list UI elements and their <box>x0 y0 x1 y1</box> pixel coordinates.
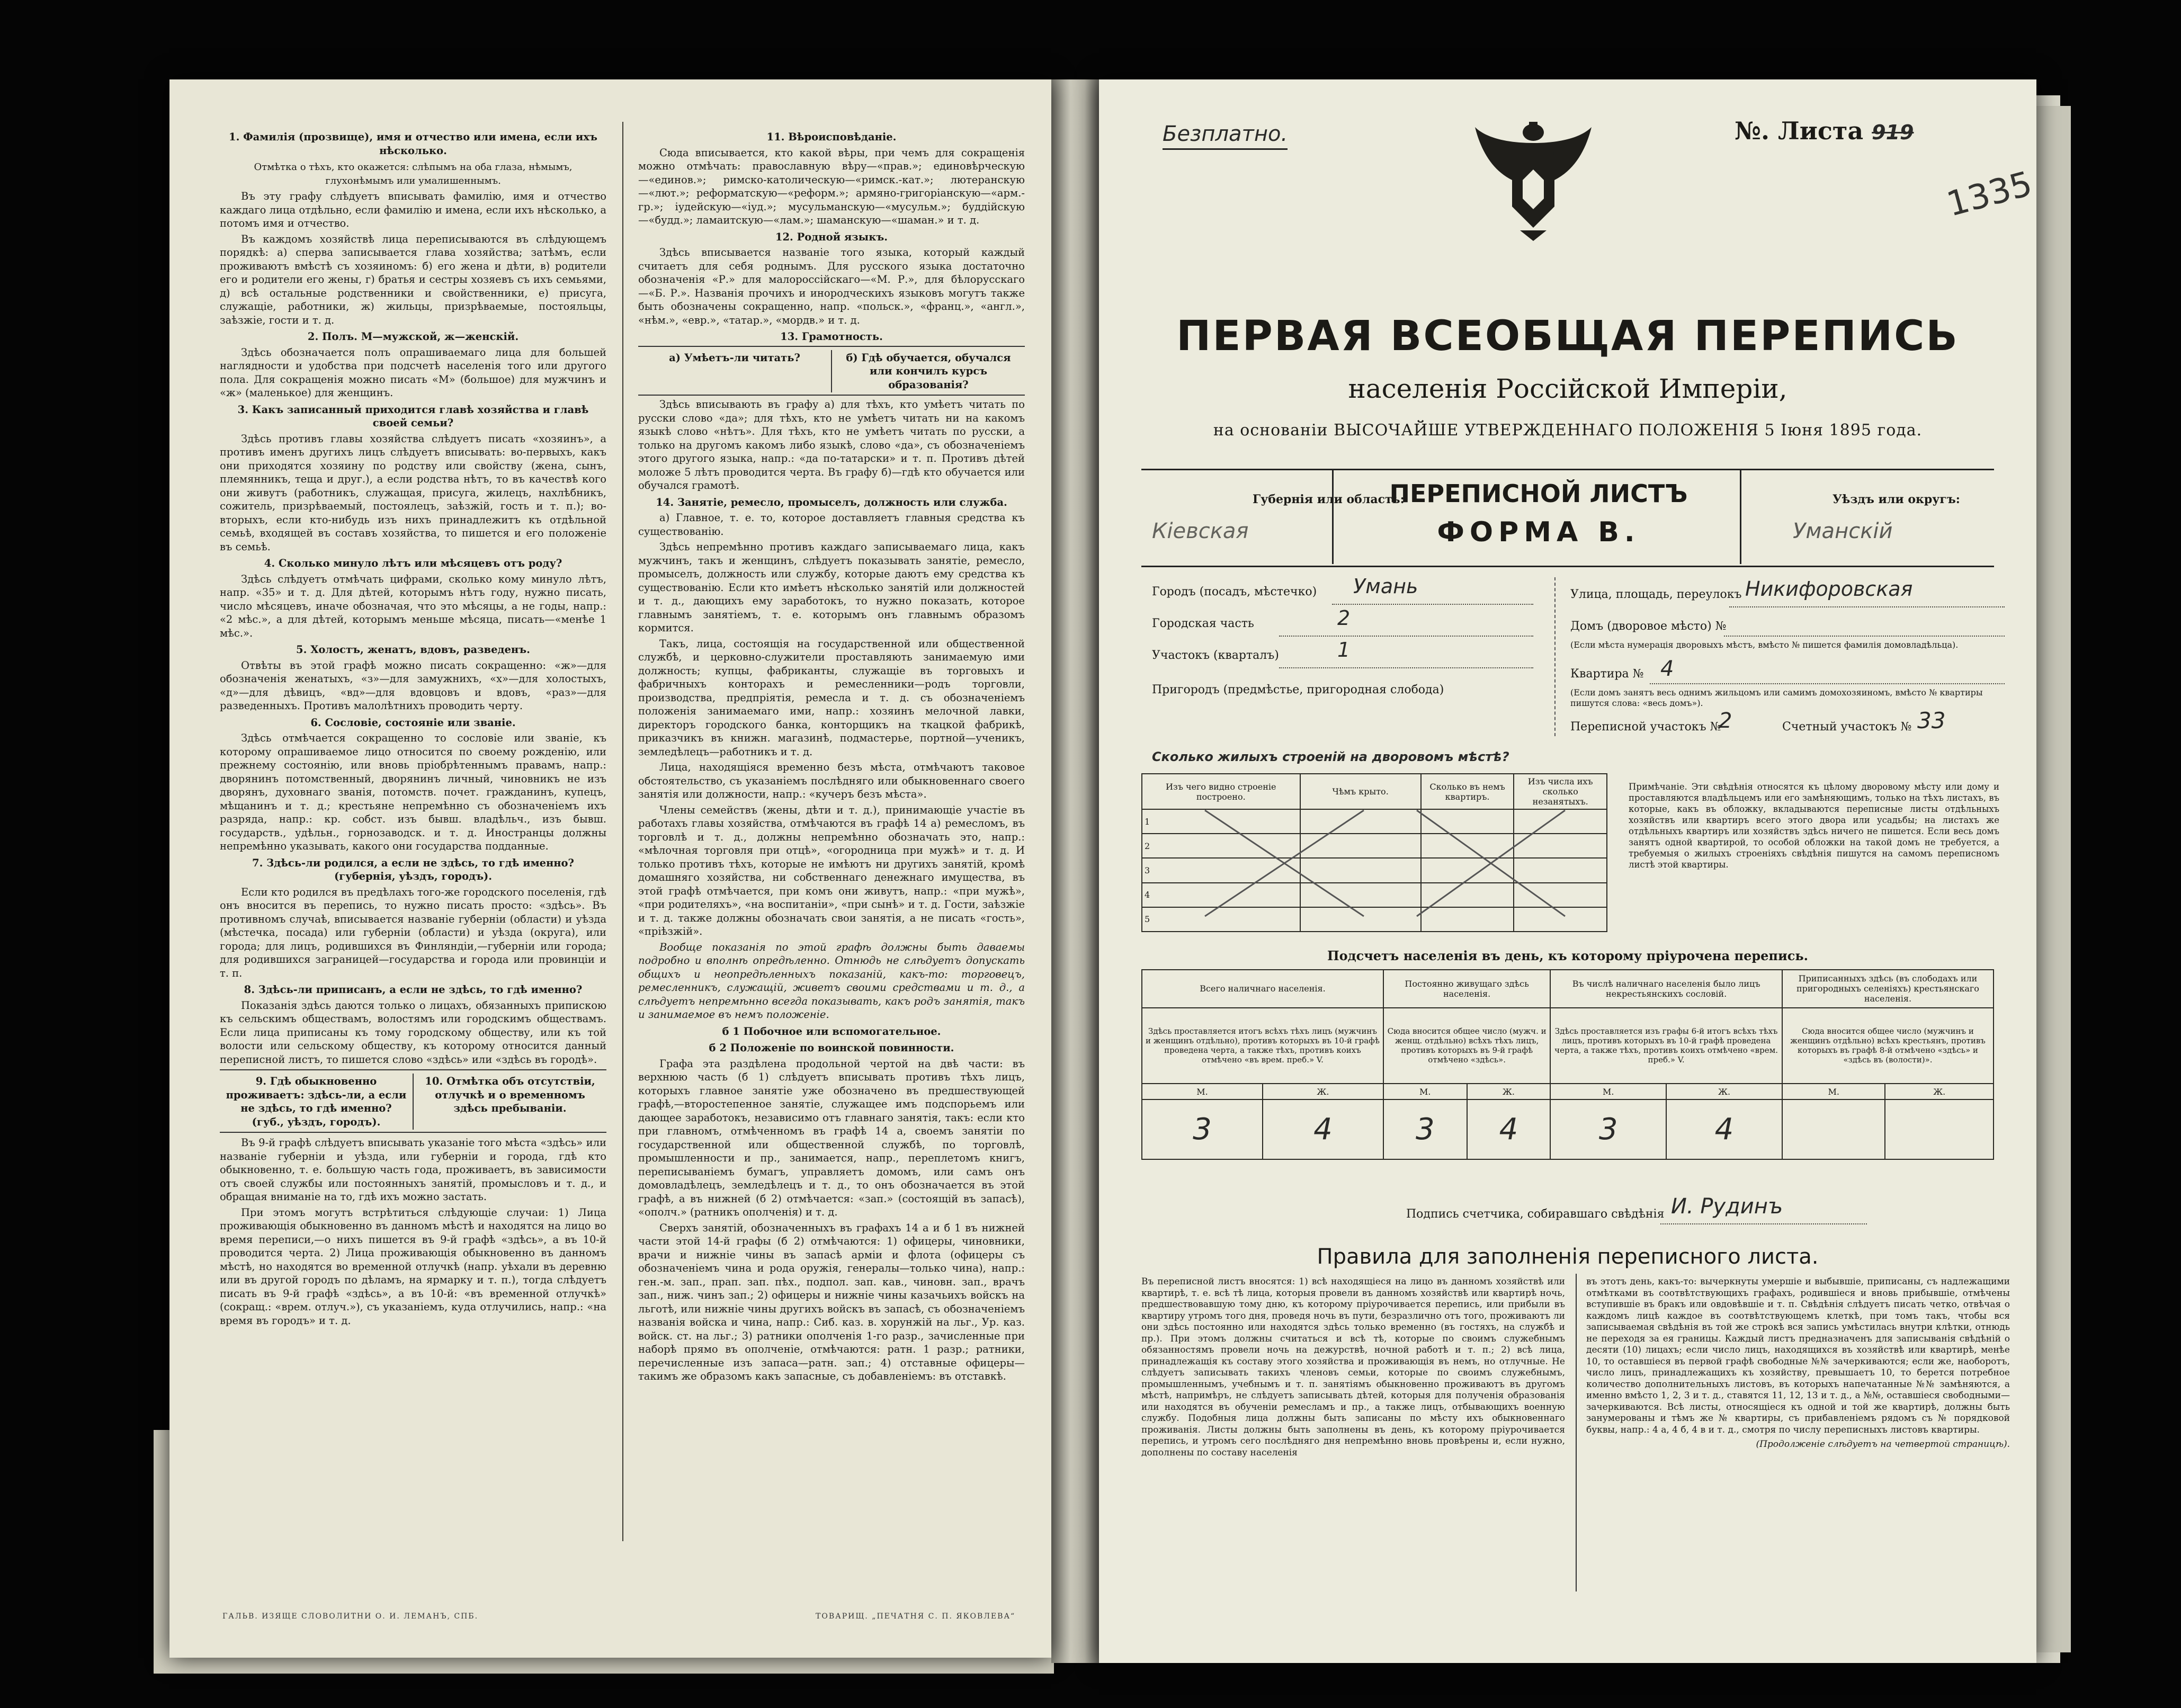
paragraph: Въ каждомъ хозяйствѣ лица переписываются въ слѣдующемъ порядкѣ: а) сперва записывается глава хозяйства; затѣмъ, если проживаютъ вмѣстѣ съ хозяиномъ: б) его жена и дѣти, в) родители его и родители его жены, г) братья и сестры хозяевъ съ ихъ семьями, д) всѣ остальные родственники и свойственники, е) присуга, служащіе, работники, ж) жильцы, призрѣваемые, постояльцы, заѣзжіе, гости и т. д. <box>220 232 606 326</box>
column-divider <box>622 122 623 1541</box>
section-title: 6. Сословіе, состояніе или званіе. <box>310 716 516 729</box>
section-subtitle: б) Гдѣ обучается, обучался или кончилъ курсъ образованія? <box>846 351 1011 391</box>
count-header: Постоянно живущаго здѣсь населенія. <box>1383 970 1550 1008</box>
section-title: 3. Какъ записанный приходится главѣ хозяйства и главѣ своей семьи? <box>237 403 589 429</box>
count-value-male: 3 <box>1550 1099 1666 1159</box>
section-title: 8. Здѣсь-ли приписанъ, а если не здѣсь, то гдѣ именно? <box>244 983 583 996</box>
form-title: ПЕРЕПИСНОЙ ЛИСТЪ <box>1389 479 1688 508</box>
sheet-number-label: №. Листа <box>1735 117 1864 145</box>
ulitsa-label: Улица, площадь, переулокъ <box>1570 588 1742 601</box>
paragraph: Здѣсь обозначается полъ опрашиваемаго лица для большей наглядности и удобства при подсчетѣ населенія того или другого пола. Для сокращенія можно писать «М» (большое) для мужчинъ и «ж» (маленькое) для женщинъ. <box>220 346 606 399</box>
section-title: 1. Фамилія (прозвище), имя и отчество или имена, если ихъ нѣсколько. <box>229 131 597 157</box>
chast-label: Городская часть <box>1152 617 1254 630</box>
paragraph: Здѣсь непремѣнно противъ каждаго записываемаго лица, какъ мужчинъ, такъ и женщинъ, слѣдуетъ показывать занятіе, ремесло, промыселъ, должность или службу, которые даютъ ему средства къ существованію. Если кто имѣетъ нѣсколько занятій или должностей и т. д., дающихъ ему заработокъ, то нужно показать, которое главнымъ занятіемъ, т. е. которымъ онъ главнымъ образомъ кормится. <box>638 541 1025 634</box>
buildings-row-number: 4 <box>1142 883 1300 907</box>
left-page <box>169 79 1051 1658</box>
document-subtitle: населенія Россійской Имперіи, <box>1348 373 1787 404</box>
schetny-value: 33 <box>1917 708 1946 734</box>
count-description: Сюда вносится общее число (мужчинъ и женщинъ отдѣльно) всѣхъ крестьянъ, противъ которыхъ въ графѣ 8-й отмѣчено «здѣсь» и «здѣсь въ (волости)». <box>1782 1008 1994 1084</box>
paragraph: Въ эту графу слѣдуетъ вписывать фамилію, имя и отчество каждаго лица отдѣльно, если фамилію и имена, если ихъ нѣсколько, а потомъ имя и отчество. <box>220 190 606 229</box>
female-column-label: Ж. <box>1885 1084 1994 1100</box>
paragraph: Сверхъ занятій, обозначенныхъ въ графахъ 14 а и б 1 въ нижней части этой 14-й графы (б 2) отмѣчаются: 1) офицеры, чиновники, врачи и нижніе чины въ запасѣ арміи и флота (офицеры съ обозначеніемъ чина и рода оружія, генералы—только чина), напр.: ген.-м. зап., прап. зап. пѣх., подпол. зап. кав., чиновн. зап., врачъ зап., ниж. чинъ зап.; 2) офицеры и нижніе чины казачьихъ войскъ на льготѣ, или нижніе чины другихъ войскъ въ запасѣ, съ обозначеніемъ названія войска и чина, напр.: Сиб. каз. в. хорунжій на льг., Ур. каз. войск. ст. на льг.; 3) ратники ополченія 1-го разр., зачисленные при наборѣ прямо въ ополченіе, отмѣчаются: ратн. 1 разр.; ратники, перечисленные изъ запаса—ратн. зап.; 4) отставные офицеры—такимъ же образомъ какъ запасные, съ добавленіемъ: въ отставкѣ. <box>638 1221 1025 1382</box>
count-header: Въ числѣ наличнаго населенія было лицъ некрестьянскихъ сословій. <box>1550 970 1782 1008</box>
perepis-uchastok-label: Переписной участокъ № <box>1570 720 1721 734</box>
ulitsa-value: Никифоровская <box>1745 577 1913 601</box>
section-title: 5. Холостъ, женатъ, вдовъ, разведенъ. <box>296 643 530 656</box>
rules-column-1: Въ переписной листъ вносятся: 1) всѣ находящіеся на лицо въ данномъ хозяйствѣ или квартирѣ, т. е. всѣ тѣ лица, которыя провели въ данномъ хозяйствѣ или квартирѣ ночь, предшествовавшую тому дню, къ которому пріурочивается перепись, или прибыли въ квартиру утромъ того дня, проведя ночь въ пути, безразлично отъ того, проживаютъ ли они здѣсь постоянно или находятся здѣсь только временно (въ гостяхъ, на службѣ и пр.). При этомъ должны считаться и всѣ тѣ, которые по своимъ служебнымъ обязанностямъ провели ночь на дежурствѣ, ночной работѣ и т. п.; 2) всѣ лица, принадлежащія къ составу этого хозяйства и проживающія въ немъ, но отлучные. Не слѣдуетъ записывать такихъ членовъ семьи, которые по своимъ служебнымъ, промышленнымъ, учебнымъ и т. п. занятіямъ обыкновенно проживаютъ въ другомъ мѣстѣ, напримѣръ, не слѣдуетъ записывать дѣтей, которыя для полученія образованія или находятся въ обученіи ремесламъ и пр., а также лицъ, отбывающихъ военную службу. Подобныя лица должны быть записаны по мѣсту ихъ обыкновеннаго проживанія. Листы должны быть заполнены въ день, къ которому пріурочивается перепись, и утромъ сего послѣдняго дня непремѣнно вновь провѣрены и, если нужно, дополнены по составу населенія <box>1141 1276 1565 1458</box>
rules-text: въ этотъ день, какъ-то: вычеркнуты умершіе и выбывшіе, приписаны, съ надлежащими отмѣтками въ соотвѣтствующихъ графахъ, родившіеся и вновь прибывшіе, отмѣчены вступившіе въ бракъ или овдовѣвшіе и т. п. Свѣдѣнія слѣдуетъ писать четко, отвѣчая о каждомъ лицѣ каждое въ соотвѣтствующемъ клеткѣ, при томъ такъ, чтобы вся записываемая свѣдѣнія въ той же строкѣ вся запись умѣстилась внутри клѣтки, отнюдь не переходя за ея границы. Каждый листъ предназначенъ для записыванія свѣдѣній о десяти (10) лицахъ; если число лицъ, находящихся въ хозяйствѣ или квартирѣ, менѣе 10, то оставшіеся въ первой графѣ свободные №№ зачеркиваются; если же, наоборотъ, число лицъ, принадлежащихъ къ хозяйству, превышаетъ 10, то берется потребное количество дополнительныхъ листовъ, въ которыхъ напечатанные №№ замѣняются, а именно вмѣсто 1, 2, 3 и т. д., ставятся 11, 12, 13 и т. д., а №№, оставшіеся свободными—зачеркиваются. Всѣ листы, относящіеся къ одной и той же квартирѣ, должны быть занумерованы и тѣмъ же № квартиры, съ прибавленіемъ рядомъ съ № порядковой буквы, напр.: 4 а, 4 б, 4 в и т. д., смотря по числу переписныхъ листовъ квартиры. <box>1586 1276 2010 1435</box>
section-title: б 2 Положеніе по воинской повинности. <box>709 1042 954 1054</box>
paragraph: Графа эта раздѣлена продольной чертой на двѣ части: въ верхнюю часть (б 1) слѣдуетъ вписывать противъ тѣхъ лицъ, которыхъ главное занятіе уже обозначено въ предшествующей графѣ,—второстепенное занятіе, служащее имъ подспорьемъ или дающее заработокъ, независимо отъ главнаго занятія, такъ: если кто при главномъ, отмѣченномъ въ графѣ 14 а, своемъ занятіи по государственной или общественной службѣ, по торговлѣ, промышленности и пр., занимается, напр., переплетомъ книгъ, переписываніемъ бумагъ, управляетъ домомъ, или самъ онъ домовладѣлецъ, земледѣлецъ и т. д., то онъ обозначается въ этой графѣ, а въ нижней (б 2) отмѣчается: «зап.» (состоящій въ запасѣ), «ополч.» (ратникъ ополченія) и т. д. <box>638 1057 1025 1218</box>
buildings-row-number: 5 <box>1142 907 1300 932</box>
population-count-table <box>1141 969 1994 1160</box>
section-title: 10. Отмѣтка объ отсутствіи, отлучкѣ и о временномъ здѣсь пребываніи. <box>425 1075 595 1114</box>
uchastok-value: 1 <box>1337 638 1351 661</box>
kvartira-note: (Если домъ занятъ весь однимъ жильцомъ или самимъ домохозяиномъ, вмѣсто № квартиры пишутся слова: «весь домъ»). <box>1570 687 1983 708</box>
schetny-label: Счетный участокъ № <box>1782 720 1912 734</box>
male-column-label: М. <box>1142 1084 1263 1100</box>
count-description: Сюда вносится общее число (мужч. и женщ. отдѣльно) всѣхъ тѣхъ лицъ, противъ которыхъ въ 9-й графѣ отмѣчено «здѣсь». <box>1383 1008 1550 1084</box>
uchastok-label: Участокъ (кварталъ) <box>1152 649 1279 662</box>
sheet-number <box>1735 117 1914 145</box>
pencil-archive-number: 1335 <box>1943 164 2036 225</box>
section-title: 7. Здѣсь-ли родился, а если не здѣсь, то гдѣ именно? (губернія, уѣздъ, городъ). <box>252 856 574 882</box>
section-title: 13. Грамотность. <box>780 330 883 343</box>
gorod-value: Умань <box>1353 575 1418 598</box>
section-title: б 1 Побочное или вспомогательное. <box>722 1025 941 1038</box>
paragraph: Въ 9-й графѣ слѣдуетъ вписывать указаніе того мѣста «здѣсь» или названіе губерніи и уѣзда, или губерніи и города, гдѣ кто обыкновенно, т. е. большую часть года, проживаетъ, въ зависимости отъ своей службы или постоянныхъ занятій, промысловъ и т. д., и обращая вниманіе на то, гдѣ ихъ можно застать. <box>220 1137 606 1203</box>
perepis-uchastok-value: 2 <box>1719 709 1732 733</box>
buildings-header: Изъ чего видно строеніе построено. <box>1142 774 1300 809</box>
document-title: ПЕРВАЯ ВСЕОБЩАЯ ПЕРЕПИСЬ <box>1176 312 1959 360</box>
buildings-header: Сколько въ немъ квартиръ. <box>1421 774 1514 809</box>
printer-imprint: ТОВАРИЩ. „ПЕЧАТНЯ С. П. ЯКОВЛЕВА“ <box>816 1612 1016 1621</box>
buildings-row-number: 2 <box>1142 834 1300 858</box>
buildings-header: Изъ числа ихъ сколько незанятыхъ. <box>1514 774 1607 809</box>
section-subtitle: Отмѣтка о тѣхъ, кто окажется: слѣпымъ на оба глаза, нѣмымъ, глухонѣмымъ или умалишеннымъ. <box>254 162 573 186</box>
paragraph: а) Главное, т. е. то, которое доставляетъ главныя средства къ существованію. <box>638 512 1025 538</box>
count-value-male <box>1782 1099 1885 1159</box>
book-gutter <box>1051 79 1099 1663</box>
population-count-title: Подсчетъ населенія въ день, къ которому пріурочена перепись. <box>1327 948 1809 963</box>
instructions-column-2 <box>638 127 1025 1385</box>
female-column-label: Ж. <box>1467 1084 1551 1100</box>
paragraph: Сюда вписывается, кто какой вѣры, при чемъ для сокращенія можно отмѣчать: православную вѣру—«прав.»; единовѣрческую—«единов.»; римско-католическую—«римск.-кат.»; лютеранскую—«лют.»; реформатскую—«реформ.»; армяно-григоріанскую—«арм.-гр.»; іудейскую—«іуд.»; мусульманскую—«мусульм.»; буддійскую—«будд.»; ламаитскую—«лам.»; шаманскую—«шаман.» и т. д. <box>638 146 1025 226</box>
section-title: 9. Гдѣ обыкновенно проживаетъ: здѣсь-ли, а если не здѣсь, то гдѣ именно? (губ., уѣздъ, городъ). <box>220 1074 414 1130</box>
uezd-label: Уѣздъ или округъ: <box>1833 493 1960 506</box>
paragraph: Отвѣты въ этой графѣ можно писать сокращенно: «ж»—для обозначенія женатыхъ, «з»—для замужнихъ, «х»—для холостыхъ, «д»—для дѣвицъ, «вд»—для вдовцовъ и вдовъ, «раз»—для разведенныхъ. Противъ малолѣтнихъ проводить черту. <box>220 659 606 712</box>
female-column-label: Ж. <box>1263 1084 1383 1100</box>
buildings-row-number: 3 <box>1142 858 1300 882</box>
section-title: 2. Полъ. М—мужской, ж—женскій. <box>307 330 519 343</box>
instructions-column-1 <box>220 127 606 1329</box>
dom-note: (Если мѣста нумерація дворовыхъ мѣстъ, вмѣсто № пишется фамилія домовладѣльца). <box>1570 640 1959 650</box>
buildings-question: Сколько жилыхъ строеній на дворовомъ мѣстѣ? <box>1152 749 1509 764</box>
paragraph: Такъ, лица, состоящія на государственной или общественной службѣ, и церковно-служители проставляють занимаемую ими должность; купцы, фабриканты, служащіе въ торговыхъ и фабричныхъ конторахъ и ремесленники—родъ торговли, производства, предпріятія, ремесла и т. д. съ обозначеніемъ положенія занимаемаго ими, напр.: хозяинъ мелочной лавки, директоръ городского банка, конторщикъ на ткацкой фабрикѣ, приказчикъ въ книжн. магазинѣ, подмастерье, портной—ученикъ, земледѣлецъ—работникъ и т. д. <box>638 637 1025 758</box>
section-title: 14. Занятіе, ремесло, промыселъ, должность или служба. <box>656 496 1007 508</box>
count-description: Здѣсь проставляется изъ графы 6-й итогъ всѣхъ тѣхъ лицъ, противъ которыхъ въ 10-й графѣ проведена черта, а также тѣхъ, противъ коихъ отмѣчено «врем. преб.» V. <box>1550 1008 1782 1084</box>
count-value-female: 4 <box>1666 1099 1782 1159</box>
printer-imprint: ГАЛЬВ. ИЗЯЩЕ СЛОВОЛИТНИ О. И. ЛЕМАНЪ, СПБ. <box>222 1612 479 1621</box>
rules-title: Правила для заполненія переписного листа. <box>1317 1245 1819 1269</box>
paragraph: Здѣсь вписывается названіе того языка, который каждый считаетъ для себя роднымъ. Для русского языка достаточно обозначенія «Р.» для малороссійскаго—«М. Р.», для бѣлорусскаго—«Б. Р.». Названія прочихъ и инородческихъ языковъ могутъ также быть обозначены сокращенно, напр. «польск.», «франц.», «англ.», «нѣм.», «евр.», «татар.», «мордв.» и т. д. <box>638 246 1025 326</box>
uezd-value: Уманскій <box>1793 519 1893 543</box>
male-column-label: М. <box>1550 1084 1666 1100</box>
male-column-label: М. <box>1782 1084 1885 1100</box>
paragraph: Здѣсь противъ главы хозяйства слѣдуетъ писать «хозяинъ», а противъ именъ другихъ лицъ слѣдуетъ вписывать: во-первыхъ, какъ они приходятся хозяину по родству или свойству (жена, сынъ, племянникъ, теща и друг.), а если родства нѣтъ, то въ качествѣ кого они живутъ (работникъ, служащая, присуга, жилецъ, нахлѣбникъ, сожитель, призрѣваемый, постоялецъ, заѣзжій, гость и т. п.); во-вторыхъ, если кто-нибудь изъ нихъ принадлежитъ къ отдѣльной семьѣ, входящей въ составъ хозяйства, то пишется и его положеніе въ семьѣ. <box>220 432 606 553</box>
section-title: 4. Сколько минуло лѣтъ или мѣсяцевъ отъ роду? <box>264 557 562 569</box>
buildings-header: Чѣмъ крыто. <box>1300 774 1421 809</box>
form-name: ФОРМА В. <box>1437 516 1640 548</box>
kvartira-value: 4 <box>1660 657 1674 681</box>
dom-label: Домъ (дворовое мѣсто) № <box>1570 620 1727 633</box>
enumerator-signature-label: Подпись счетчика, собиравшаго свѣдѣнія <box>1406 1208 1665 1221</box>
section-subtitle: а) Умѣетъ-ли читать? <box>638 350 832 393</box>
prigorod-label: Пригородъ (предмѣстье, пригородная слобода) <box>1152 683 1444 696</box>
gorod-label: Городъ (посадъ, мѣстечко) <box>1152 585 1317 598</box>
section-title: 11. Вѣроисповѣданіе. <box>766 131 897 143</box>
female-column-label: Ж. <box>1666 1084 1782 1100</box>
count-header: Приписанныхъ здѣсь (въ слободахъ или пригородныхъ селеніяхъ) крестьянскаго населенія. <box>1782 970 1994 1008</box>
count-description: Здѣсь проставляется итогъ всѣхъ тѣхъ лицъ (мужчинъ и женщинъ отдѣльно), противъ которыхъ въ 10-й графѣ проведена черта, а также тѣхъ, противъ коихъ отмѣчено «въ врем. преб.» V. <box>1142 1008 1383 1084</box>
paragraph: Вообще показанія по этой графѣ должны быть даваемы подробно и вполнѣ опредѣленно. Отнюдь не слѣдуетъ допускать общихъ и неопредѣленныхъ показаній, какъ-то: торговецъ, ремесленникъ, служащій, живетъ своими средствами и т. д., а слѣдуетъ непремѣнно всегда показывать, какъ родъ занятія, такъ и занимаемое въ немъ положеніе. <box>638 941 1025 1021</box>
sheet-number-value: 919 <box>1872 121 1914 144</box>
kvartira-label: Квартира № <box>1570 667 1644 681</box>
guberniya-label: Губернія или область: <box>1253 493 1405 506</box>
paragraph: Если кто родился въ предѣлахъ того-же городского поселенія, гдѣ онъ вносится въ перепись, то нужно писать просто: «здѣсь». Въ противномъ случаѣ, вписывается названіе губерніи (области) и уѣзда (мѣстечка, посада) или губерніи (области) и уѣзда (округа), или города; для лицъ, родившихся въ Финляндіи,—губерніи или города; для родившихся заграницей—государства и города или провинціи и т. п. <box>220 886 606 979</box>
buildings-note: Примѣчаніе. Эти свѣдѣнія относятся къ цѣлому дворовому мѣсту или дому и проставляются владѣльцемъ или его замѣняющимъ, только на тѣхъ листахъ, въ которые, какъ въ обложку, вкладываются переписные листы отдѣльныхъ хозяйствъ или квартиръ всего этого двора или усадьбы; на листахъ же отдѣльныхъ квартиръ или хозяйствъ здѣсь ничего не пишется. Если весь домъ занятъ одной квартирой, то особой обложки на такой домъ не требуется, а требуемыя о жилыхъ строеніяхъ свѣдѣнія пишутся на самомъ переписномъ листѣ этой квартиры. <box>1629 782 1999 870</box>
cross-out-mark <box>1194 800 1576 927</box>
enumerator-signature: И. Рудинъ <box>1671 1194 1783 1219</box>
paragraph: При этомъ могутъ встрѣтиться слѣдующіе случаи: 1) Лица проживающія обыкновенно въ данномъ мѣстѣ и находятся на лицо во время переписи,—о нихъ пишется въ 9-й графѣ «здѣсь», а въ 10-й проводится черта. 2) Лица проживающія обыкновенно въ данномъ мѣстѣ, но находятся во временной отлучкѣ (напр. уѣхали въ деревню или въ другой городъ по дѣламъ, на ярмарку и т. п.), тогда слѣдуетъ писать въ 9-й графѣ «здѣсь», а въ 10-й: «въ временной отлучкѣ» (сокращ.: «врем. отлуч.»), съ указаніемъ, куда отлучились, напр.: «на время въ городъ» и т. д. <box>220 1206 606 1327</box>
paragraph: Показанія здѣсь даются только о лицахъ, обязанныхъ припискою къ сельскимъ обществамъ, волостямъ или городскимъ обществамъ. Если лица приписаны къ тому городскому обществу, или къ той волости или сельскому обществу, къ которому относится данный переписной листъ, то пишется слово «здѣсь» или «здѣсь въ городѣ». <box>220 999 606 1066</box>
paragraph: Лица, находящіяся временно безъ мѣста, отмѣчаютъ таковое обстоятельство, съ указаніемъ послѣдняго или обыкновеннаго своего занятія или должности, напр.: «кучеръ безъ мѣста». <box>638 761 1025 800</box>
document-basis: на основаніи ВЫСОЧАЙШЕ УТВЕРЖДЕННАГО ПОЛОЖЕНІЯ 5 Іюня 1895 года. <box>1213 421 1923 440</box>
count-header: Всего наличнаго населенія. <box>1142 970 1383 1008</box>
rules-continue-note: (Продолженіе слѣдуетъ на четвертой страницѣ). <box>1756 1439 2010 1450</box>
paragraph: Здѣсь слѣдуетъ отмѣчать цифрами, сколько кому минуло лѣтъ, напр. «35» и т. д. Для дѣтей, которымъ нѣтъ году, нужно писать, число мѣсяцевъ, иначе обозначая, что это мѣсяцы, а не годы, напр.: «2 мѣс.», а для дѣтей, которымъ меньше мѣсяца, писать—«менѣе 1 мѣс.». <box>220 573 606 639</box>
male-column-label: М. <box>1383 1084 1467 1100</box>
count-value-female: 4 <box>1263 1099 1383 1159</box>
paragraph: Здѣсь отмѣчается сокращенно то сословіе или званіе, къ которому опрашиваемое лицо относится по своему рожденію, или прежнему состоянію, или вновь пріобрѣтеннымъ правамъ, напр.: дворянинъ потомственный, дворянинъ личный, чиновникъ не изъ дворянъ, духовнаго званія, потомств. почет. гражданинъ, купецъ, мѣщанинъ и т. д.; крестьяне непремѣнно съ обозначеніемъ ихъ разряда, напр.: кр. собст. изъ бывш. владѣльч., изъ бывш. государств., удѣльн., горнозаводск. и т. д. Иностранцы должны непремѣнно указывать, какого они государства подданные. <box>220 732 606 852</box>
count-value-male: 3 <box>1383 1099 1467 1159</box>
right-page <box>1099 79 2036 1663</box>
chast-value: 2 <box>1337 606 1351 630</box>
buildings-row-number: 1 <box>1142 809 1300 834</box>
rules-column-2 <box>1586 1276 2010 1451</box>
paragraph: Члены семействъ (жены, дѣти и т. д.), принимающіе участіе въ работахъ главы хозяйства, отмѣчаются въ графѣ 14 а) ремесломъ, въ торговлѣ и т. д., должны непремѣнно обозначать это, напр.: «мѣлочная торговля при отцѣ», «огородница при мужѣ» и т. д. И только противъ тѣхъ, которые не имѣютъ ни другихъ занятій, кромѣ домашняго хозяйства, ни собственнаго денежнаго имущества, въ этой графѣ отмѣчается, при комъ они живутъ, напр.: «при мужѣ», «при родителяхъ», «на воспитаніи», «при сынѣ» и т. д. Гости, заѣзжіе и т. д. также должны обозначать свои занятія, а не писать «гость», «пріѣзжій». <box>638 803 1025 937</box>
section-title: 12. Родной языкъ. <box>775 230 888 243</box>
free-label: Безплатно. <box>1163 122 1288 150</box>
paragraph: Здѣсь вписывають въ графу а) для тѣхъ, кто умѣетъ читать по русски слово «да»; для тѣхъ, кто не умѣетъ читать ни на какомъ языкѣ слово «нѣтъ». Для тѣхъ, кто не умѣетъ читать по русски, а только на другомъ какомъ либо языкѣ, слово «да», съ обозначеніемъ этого другого языка, напр.: «да по-татарски» и т. п. Противъ дѣтей моложе 5 лѣтъ проводится черта. Въ графу б)—гдѣ кто обучается или обучался грамотѣ. <box>638 398 1025 491</box>
count-value-male: 3 <box>1142 1099 1263 1159</box>
count-value-female: 4 <box>1467 1099 1551 1159</box>
guberniya-value: Кіевская <box>1152 519 1249 543</box>
imperial-eagle-emblem <box>1470 111 1597 244</box>
count-value-female <box>1885 1099 1994 1159</box>
